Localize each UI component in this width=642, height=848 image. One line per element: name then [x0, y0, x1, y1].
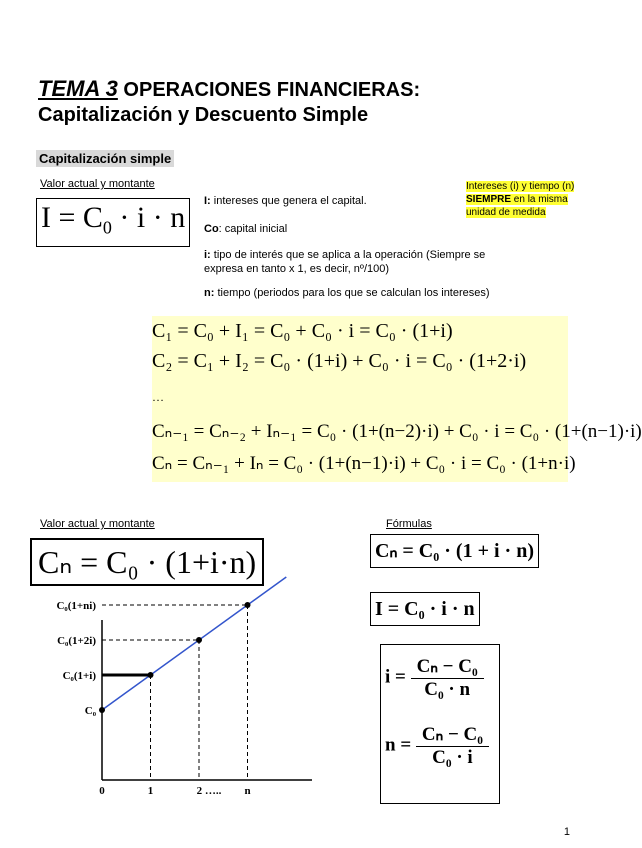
derivation-line-1: C₁ = C₀ + I₁ = C₀ + C₀ · i = C₀ · (1+i) [152, 320, 453, 342]
def-i: i: tipo de interés que se aplica a la operación (Siempre se expresa en tanto x 1, es decir, nº/100) [204, 249, 486, 275]
page-number: 1 [563, 826, 570, 838]
data-point-2 [196, 637, 202, 643]
formula-solved-box [380, 644, 500, 804]
formula-cn: Cₙ = C₀ · (1 + i · n) [375, 540, 534, 562]
title-rest: OPERACIONES FINANCIERAS: [123, 79, 421, 101]
x-tick-label-0: 0 [99, 785, 105, 797]
montante-formula: Cₙ = C₀ · (1+i·n) [38, 544, 257, 580]
x-tick-label-2: 2 ….. [196, 785, 222, 797]
capitalization-chart [30, 600, 320, 808]
derivation-line-2: C₂ = C₁ + I₂ = C₀ · (1+i) + C₀ · i = C₀ · (1+2·i) [152, 350, 527, 372]
formula-time: n = $\frac{\text{Cₙ − C₀}}{\text{C₀ · i}}$ [385, 723, 495, 769]
block2-subtitle: Valor actual y montante [40, 518, 155, 530]
section-heading: Capitalización simple [36, 150, 174, 167]
derivation-dots: … [152, 390, 164, 404]
derivation-line-4: Cₙ = Cₙ₋₁ + Iₙ = C₀ · (1+(n−1)·i) + C₀ · i = C₀ · (1+n·i) [152, 453, 576, 474]
y-tick-label-3: C₀(1+ni) [56, 600, 96, 612]
page-title [38, 76, 420, 102]
data-point-3 [245, 602, 251, 608]
interest-formula-lhs: I = C [41, 201, 103, 234]
x-tick-label-1: 1 [147, 785, 154, 797]
formulas-subtitle: Fórmulas [386, 518, 432, 530]
y-tick-label-2: C₀(1+2i) [57, 635, 96, 647]
page-subtitle: Capitalización y Descuento Simple [38, 104, 369, 126]
def-n: n: tiempo (periodos para los que se calculan los intereses) [204, 287, 490, 299]
y-tick-label-1: C₀(1+i) [62, 670, 96, 682]
tema-label: TEMA 3 [38, 76, 118, 101]
block1-subtitle: Valor actual y montante [40, 178, 155, 190]
def-Co: Co: capital inicial [204, 223, 288, 235]
derivation-line-3: Cₙ₋₁ = Cₙ₋₂ + Iₙ₋₁ = C₀ · (1+(n−2)·i) + C₀ · i = C₀ · (1+(n−1)·i) [152, 421, 642, 442]
data-point-0 [99, 707, 105, 713]
derivation-box [152, 316, 642, 482]
x-tick-label-3: n [244, 785, 251, 797]
interest-formula-rhs: · i · n [119, 201, 186, 234]
formula-rate: i = $\frac{\text{Cₙ − C₀}}{\text{C₀ · n}}$ [385, 655, 495, 701]
series-line [102, 577, 286, 710]
data-point-1 [148, 672, 154, 678]
formula-i-box [370, 592, 480, 626]
formula-interest: I = C₀ · i · n [375, 598, 475, 620]
interest-formula-box [36, 198, 190, 247]
interest-formula-sub: 0 [102, 217, 112, 238]
y-tick-label-0: C₀ [84, 705, 96, 717]
formula-cn-box [370, 534, 539, 568]
unit-note: Intereses (i) y tiempo (n) SIEMPRE en la misma unidad de medida [466, 181, 575, 218]
def-I: I: intereses que genera el capital. [204, 195, 367, 207]
montante-formula-box [30, 538, 264, 586]
